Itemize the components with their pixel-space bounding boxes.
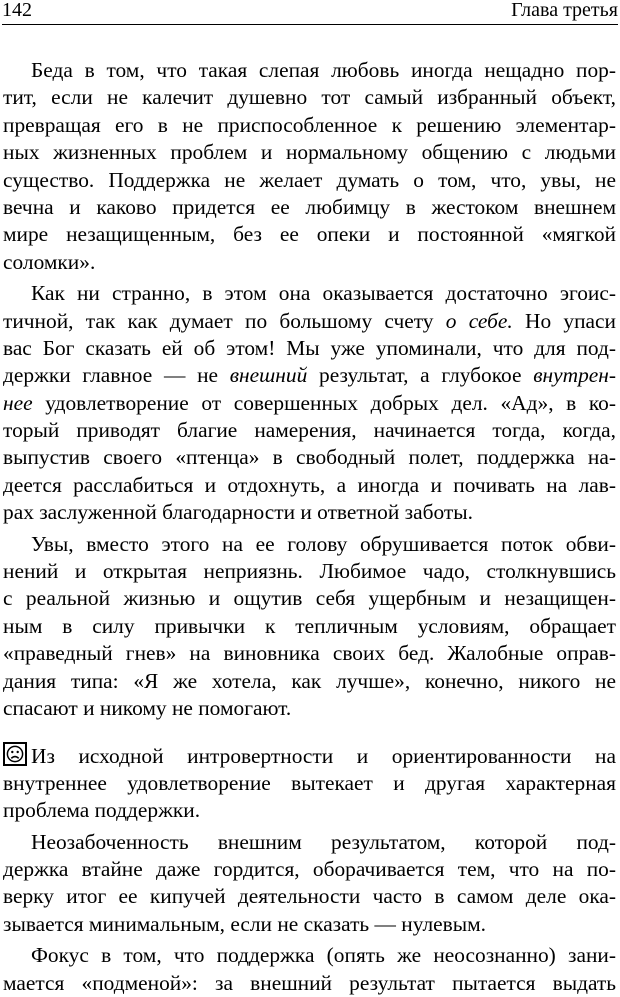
sad-face-icon (3, 742, 27, 766)
text-line: Неозабоченность внешним результатом, которой под- (31, 829, 616, 854)
text-line: ных жизненных проблем и нормальному общению с людьми (3, 140, 616, 165)
text-line: внутреннее удовлетворение вытекает и другая характерная (3, 770, 616, 795)
paragraph-6 (3, 942, 616, 997)
paragraph-2 (3, 280, 616, 527)
text-line: рах заслуженной благодарности и ответной заботы. (3, 500, 473, 525)
page-header (2, 0, 618, 25)
text-line: верку итог ее кипучей деятельности часто в самом деле ока- (3, 884, 616, 909)
text-run: результат, а глубокое (307, 363, 534, 388)
text-line (3, 362, 616, 389)
text-line (3, 390, 616, 417)
text-run: Из исходной интровертности и ориентированности на (31, 744, 616, 769)
text-line: деется расслабиться и отдохнуть, а иногда и почивать на лав- (3, 472, 616, 497)
text-line: Как ни странно, в этом она оказывается достаточно эгоис- (31, 281, 616, 306)
italic-run: внешний (229, 363, 308, 388)
text-line: «праведный гнев» на виновника своих бед. Жалобные оправ- (3, 641, 616, 666)
page-body (3, 57, 616, 997)
text-line (3, 308, 616, 335)
italic-run: нее (3, 390, 33, 415)
text-line: дания типа: «Я же хотела, как лучше», конечно, никого не (3, 668, 616, 693)
text-line: выпустив своего «птенца» в свободный полет, поддержка на- (3, 445, 616, 470)
running-title: Глава третья (511, 0, 618, 21)
text-run: удовлетворение от совершенных добрых дел. «Ад», в ко- (32, 390, 616, 415)
paragraph-3 (3, 531, 616, 723)
text-line: нений и открытая неприязнь. Любимое чадо, столкнувшись (3, 559, 616, 584)
text-line: Увы, вместо этого на ее голову обрушивается поток обви- (31, 531, 616, 556)
page-number: 142 (2, 0, 32, 21)
paragraph-4 (3, 742, 616, 824)
text-line: Беда в том, что такая слепая любовь иногда нещадно пор- (31, 58, 616, 82)
paragraph-1 (3, 57, 616, 276)
text-line: торый приводят благие намерения, начинается тогда, когда, (3, 418, 616, 443)
text-line: держка втайне даже гордится, оборачивается тем, что на по- (3, 856, 616, 881)
text-line: вас Бог сказать ей об этом! Мы уже упоминали, что для под- (3, 335, 616, 360)
text-line: мается «подменой»: за внешний результат пытается выдать (3, 970, 616, 995)
text-line (3, 742, 616, 769)
text-run: Но упаси (512, 308, 616, 333)
text-line: вечна и каково придется ее любимцу в жестоком внешнем (3, 194, 616, 219)
text-run: тичной, так как думает по большому счету (3, 308, 446, 333)
text-line: спасают и никому не помогают. (3, 695, 292, 720)
italic-run: о себе. (445, 308, 513, 333)
text-line: тит, если не калечит душевно тот самый избранный объект, (3, 85, 616, 110)
text-line: проблема поддержки. (3, 798, 201, 823)
text-line: существо. Поддержка не желает думать о том, что, увы, не (3, 167, 616, 192)
paragraph-5 (3, 829, 616, 939)
italic-run: внутрен- (533, 363, 616, 388)
text-line: превращая его в не приспособленное к решению элементар- (3, 112, 616, 137)
text-line: Фокус в том, что поддержка (опять же неосознанно) зани- (31, 943, 616, 968)
text-line: с реальной жизнью и ощутив себя ущербным и незащищен- (3, 586, 616, 611)
text-line: ным в силу привычки к тепличным условиям, обращает (3, 613, 616, 638)
text-run: держки главное — не (3, 363, 230, 388)
text-line: соломки». (3, 249, 96, 274)
text-line: мире незащищенным, без ее опеки и постоянной «мягкой (3, 222, 616, 247)
text-line: зывается минимальным, если не сказать — нулевым. (3, 911, 486, 936)
